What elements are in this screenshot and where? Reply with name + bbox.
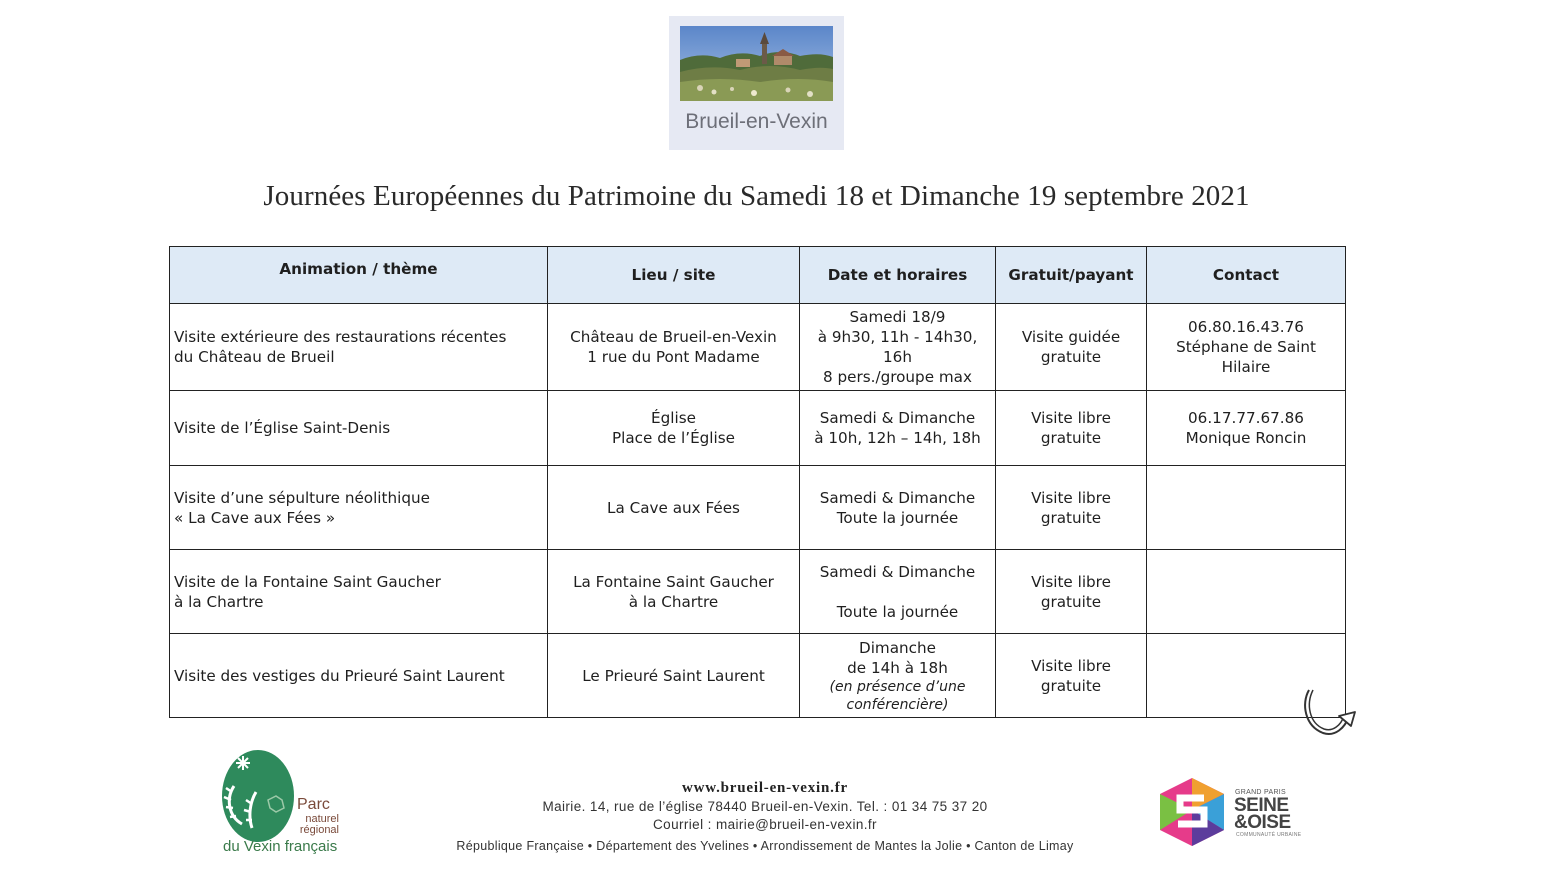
header-date: Date et horaires	[800, 247, 996, 304]
cell-animation: Visite d’une sépulture néolithique « La Cave aux Fées »	[170, 466, 548, 550]
header-prix: Gratuit/payant	[996, 247, 1147, 304]
cell-animation: Visite des vestiges du Prieuré Saint Laurent	[170, 634, 548, 718]
gpso-seine-text: SEINE	[1234, 795, 1289, 816]
cell-contact: 06.17.77.67.86 Monique Roncin	[1147, 391, 1346, 466]
cell-prix: Visite libre gratuite	[996, 466, 1147, 550]
cell-lieu: Église Place de l’Église	[548, 391, 800, 466]
gpso-logo	[1156, 776, 1228, 848]
cell-animation: Visite de l’Église Saint-Denis	[170, 391, 548, 466]
table-row	[170, 391, 1346, 466]
cell-animation: Visite extérieure des restaurations récentes du Château de Brueil	[170, 304, 548, 391]
cell-date: Dimanche de 14h à 18h (en présence d’une conférencière)	[800, 634, 996, 718]
cell-contact	[1147, 550, 1346, 634]
table-row	[170, 550, 1346, 634]
cell-date: Samedi & Dimanche Toute la journée	[800, 466, 996, 550]
header-animation: Animation / thème	[170, 247, 548, 304]
page-title: Journées Européennes du Patrimoine du Samedi 18 et Dimanche 19 septembre 2021	[263, 180, 1250, 212]
gpso-bottom-text: COMMUNAUTÉ URBAINE	[1236, 832, 1302, 838]
cell-lieu: La Cave aux Fées	[548, 466, 800, 550]
cell-contact: 06.80.16.43.76 Stéphane de Saint Hilaire	[1147, 304, 1346, 391]
header-lieu: Lieu / site	[548, 247, 800, 304]
cell-prix: Visite libre gratuite	[996, 550, 1147, 634]
gpso-top-text: GRAND PARIS	[1235, 789, 1287, 796]
table-row	[170, 634, 1346, 718]
pnr-vexin-text: du Vexin français	[223, 838, 338, 855]
cell-date: Samedi & Dimanche Toute la journée	[800, 550, 996, 634]
pnr-parc-text: Parc	[297, 796, 330, 813]
gpso-oise-text: &OISE	[1234, 812, 1291, 833]
footer-website: www.brueil-en-vexin.fr	[682, 780, 848, 796]
table-header-row	[170, 247, 1346, 304]
pnr-regional-text: régional	[299, 824, 339, 836]
cell-lieu: La Fontaine Saint Gaucher à la Chartre	[548, 550, 800, 634]
cell-prix: Visite libre gratuite	[996, 634, 1147, 718]
cell-prix: Visite libre gratuite	[996, 391, 1147, 466]
cell-contact	[1147, 466, 1346, 550]
footer-admin: République Française • Département des Yvelines • Arrondissement de Mantes la Jolie • Canton de Limay	[456, 839, 1074, 853]
footer-address: Mairie. 14, rue de l’église 78440 Brueil-en-Vexin. Tel. : 01 34 75 37 20	[542, 799, 988, 814]
cell-lieu: Le Prieuré Saint Laurent	[548, 634, 800, 718]
village-logo	[669, 16, 844, 150]
pnr-naturel-text: naturel	[305, 813, 339, 825]
header-contact: Contact	[1147, 247, 1346, 304]
cell-prix: Visite guidée gratuite	[996, 304, 1147, 391]
footer-email: Courriel : mairie@brueil-en-vexin.fr	[653, 817, 877, 832]
cell-date: Samedi & Dimanche à 10h, 12h – 14h, 18h	[800, 391, 996, 466]
cell-animation: Visite de la Fontaine Saint Gaucher à la Chartre	[170, 550, 548, 634]
cell-date: Samedi 18/9 à 9h30, 11h - 14h30, 16h 8 pers./groupe max	[800, 304, 996, 391]
logo-caption: Brueil-en-Vexin	[685, 110, 828, 133]
cell-lieu: Château de Brueil-en-Vexin 1 rue du Pont Madame	[548, 304, 800, 391]
table-row	[170, 304, 1346, 391]
village-photo	[680, 26, 833, 101]
events-table	[169, 246, 1346, 718]
turn-page-arrow-icon	[1299, 686, 1359, 738]
table-row	[170, 466, 1346, 550]
